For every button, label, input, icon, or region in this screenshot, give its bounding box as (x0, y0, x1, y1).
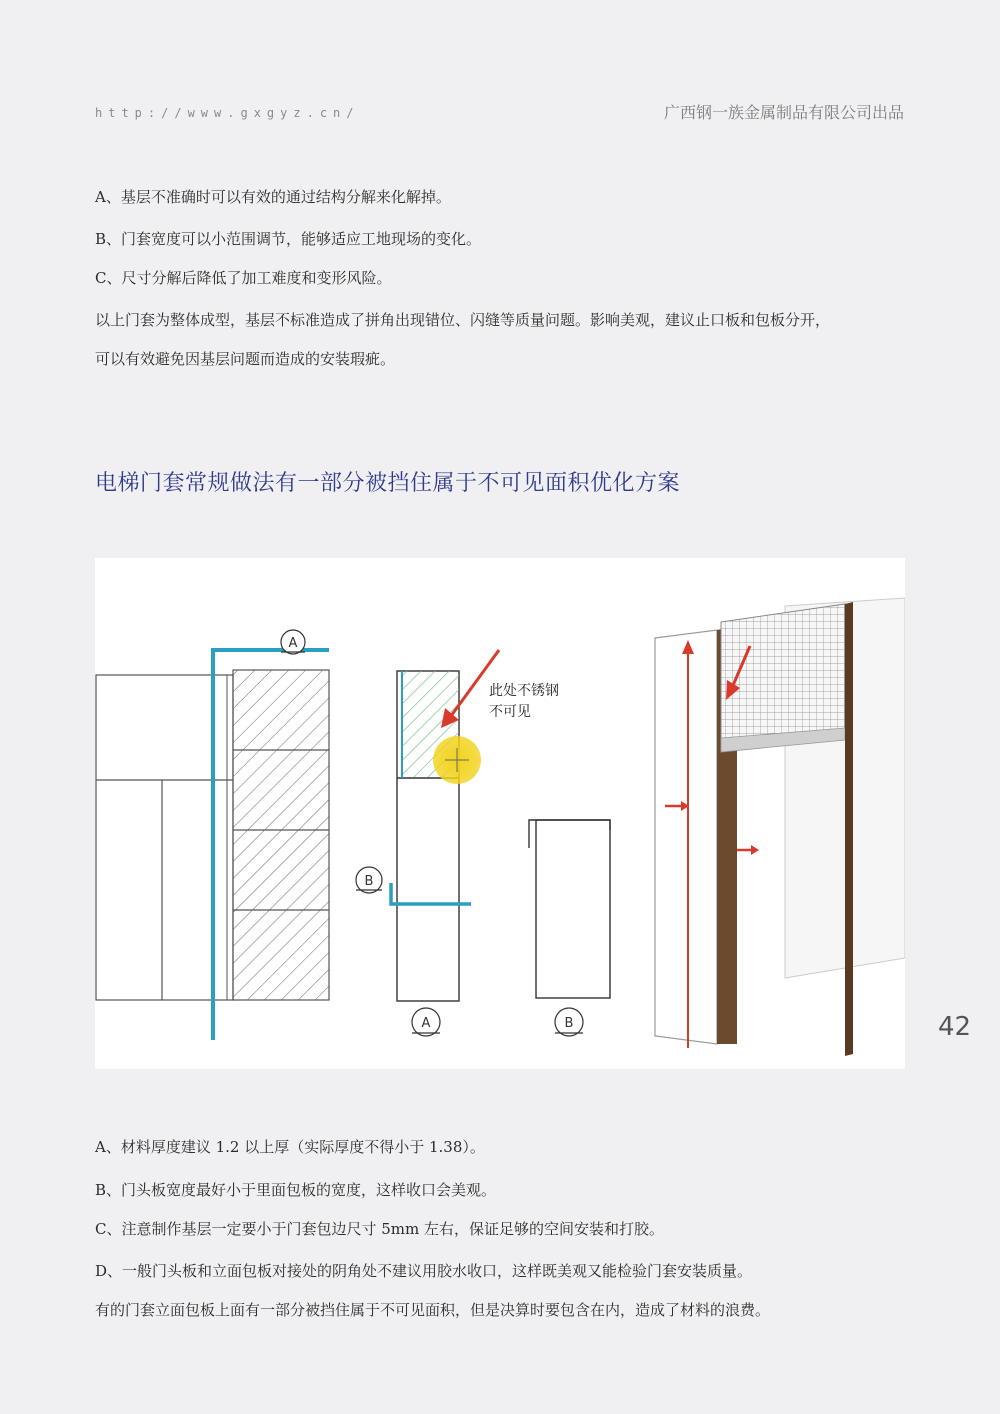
header-url: http://www.gxgyz.cn/ (95, 106, 360, 120)
perspective-view (655, 598, 905, 1056)
note-c: C、注意制作基层一定要小于门套包边尺寸 5mm 左右，保证足够的空间安装和打胶。 (95, 1220, 665, 1238)
note-d: D、一般门头板和立面包板对接处的阴角处不建议用胶水收口，这样既美观又能检验门套安装质量。 (95, 1262, 753, 1280)
note-b: B、门头板宽度最好小于里面包板的宽度，这样收口会美观。 (95, 1181, 497, 1199)
callout-b-bottom: B (564, 1016, 574, 1031)
section-title: 电梯门套常规做法有一部分被挡住属于不可见面积优化方案 (95, 471, 681, 496)
section-b-detail (529, 820, 610, 1036)
header-company: 广西钢一族金属制品有限公司出品 (663, 103, 904, 122)
page-number: 42 (938, 1012, 972, 1042)
note-line-2: 不可见 (489, 704, 531, 720)
paragraph-c: C、尺寸分解后降低了加工难度和变形风险。 (95, 269, 392, 287)
door-frame-diagram (95, 558, 905, 1069)
note-a: A、材料厚度建议 1.2 以上厚（实际厚度不得小于 1.38）。 (95, 1138, 485, 1156)
callout-a-bottom: A (421, 1016, 431, 1031)
note-line-1: 此处不锈钢 (489, 683, 559, 699)
callout-a-top: A (288, 636, 298, 651)
paragraph-summary-2: 可以有效避免因基层问题而造成的安装瑕疵。 (95, 350, 396, 368)
paragraph-a: A、基层不准确时可以有效的通过结构分解来化解掉。 (95, 188, 451, 206)
callout-b-left: B (364, 874, 374, 889)
note-summary: 有的门套立面包板上面有一部分被挡住属于不可见面积，但是决算时要包含在内，造成了材料的浪费。 (95, 1301, 771, 1319)
door-frame-figure (95, 558, 905, 1069)
paragraph-b: B、门套宽度可以小范围调节，能够适应工地现场的变化。 (95, 230, 482, 248)
left-elevation (96, 630, 329, 1040)
paragraph-summary-1: 以上门套为整体成型，基层不标准造成了拼角出现错位、闪缝等质量问题。影响美观，建议止口板和包板分开， (95, 311, 831, 329)
